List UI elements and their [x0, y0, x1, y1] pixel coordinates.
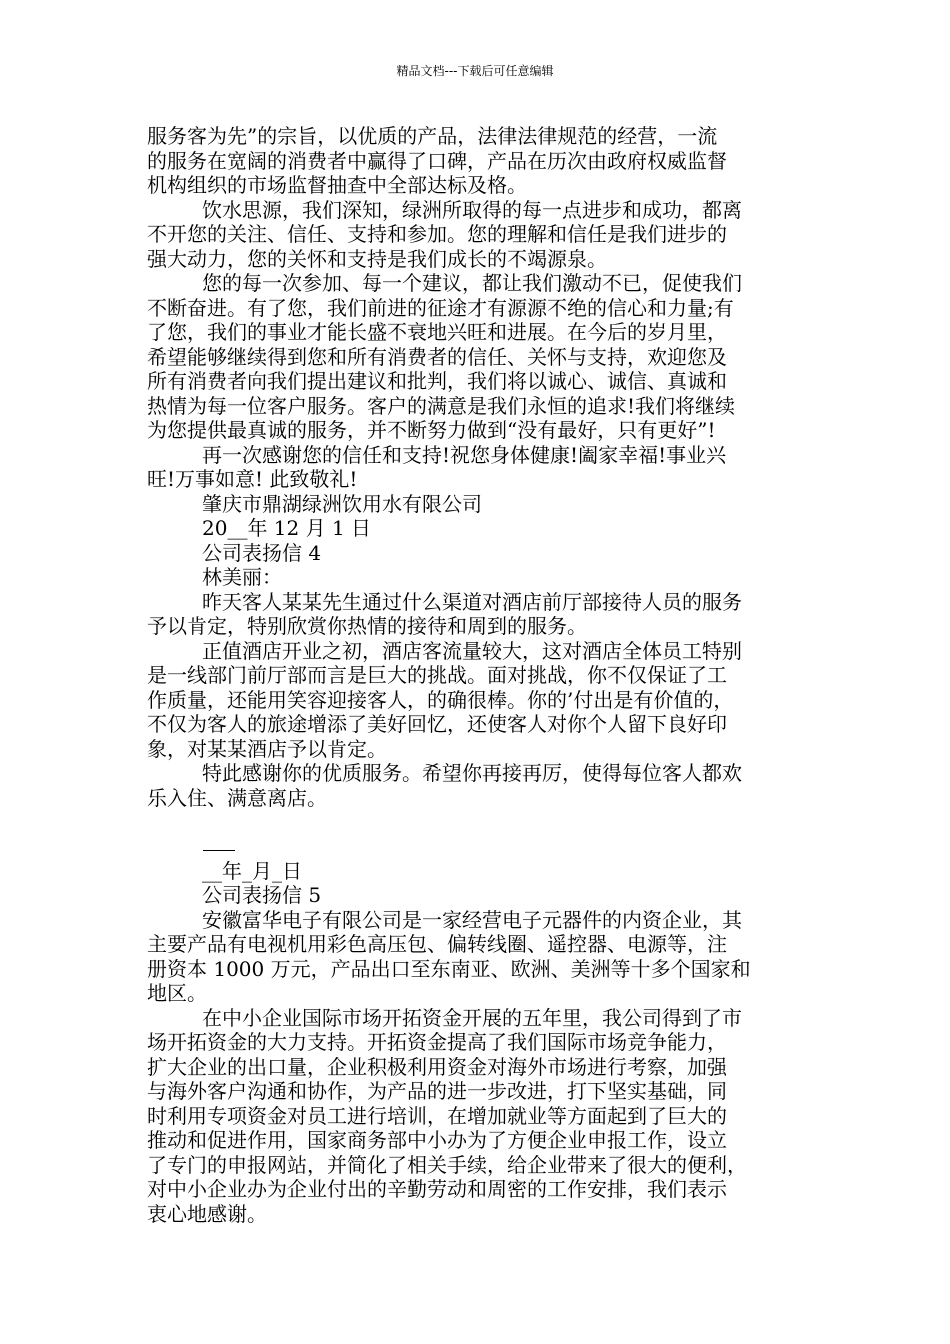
text-line: 机构组织的市场监督抽查中全部达标及格。: [147, 173, 527, 197]
text-line: 您的每一次参加、每一个建议，都让我们激动不已，促使我们: [202, 271, 742, 295]
text-line: 象，对某某酒店予以肯定。: [147, 736, 387, 761]
text-line: 特此感谢你的优质服务。希望你再接再厉，使得每位客人都欢: [202, 761, 742, 785]
paragraph-4: [147, 443, 819, 492]
text-line: 与海外客户沟通和协作，为产品的进一步改进，打下坚实基础，同: [147, 1079, 727, 1103]
text-line: 了您，我们的事业才能长盛不衰地兴旺和进展。在今后的岁月里，: [147, 320, 727, 344]
text-line: 扩大企业的出口量，企业积极利用资金对海外市场进行考察，加强: [147, 1054, 727, 1079]
text-line: 了专门的申报网站，并简化了相关手续，给企业带来了很大的便利，: [147, 1152, 747, 1177]
section-title-4: [147, 541, 819, 566]
paragraph-6: [147, 639, 819, 762]
text-line: 昨天客人某某先生通过什么渠道对酒店前厅部接待人员的服务: [202, 589, 742, 614]
signature-blank: [203, 835, 235, 851]
text-line: 旺!万事如意! 此致敬礼!: [147, 467, 358, 491]
text-line: __年_月_日: [202, 858, 302, 883]
text-line: 对中小企业办为企业付出的辛勤劳动和周密的工作安排，我们表示: [147, 1177, 727, 1201]
text-line: 为您提供最真诚的服务，并不断努力做到“没有最好，只有更好”!: [147, 418, 716, 442]
text-line: 所有消费者向我们提出建议和批判，我们将以诚心、诚信、真诚和: [147, 369, 727, 393]
text-line: 册资本 1000 万元，产品出口至东南亚、欧洲、美洲等十多个国家和: [147, 956, 751, 981]
text-line: 推动和促进作用，国家商务部中小办为了方便企业申报工作，设立: [147, 1128, 727, 1152]
text-line: 场开拓资金的大力支持。开拓资金提高了我们国际市场竞争能力，: [147, 1030, 727, 1054]
text-line: 地区。: [147, 981, 207, 1005]
paragraph-3: [147, 271, 819, 443]
paragraph-2: [147, 198, 819, 272]
text-line: 正值酒店开业之初，酒店客流量较大，这对酒店全体员工特别: [202, 638, 742, 663]
paragraph-1: [147, 124, 819, 198]
text-line: 安徽富华电子有限公司是一家经营电子元器件的内资企业，其: [202, 907, 742, 932]
salutation: [147, 565, 819, 590]
text-line: 公司表扬信 5: [202, 883, 322, 907]
text-line: 肇庆市鼎湖绿洲饮用水有限公司: [202, 491, 482, 516]
text-line: 不仅为客人的旅途增添了美好回忆，还使客人对你个人留下良好印: [147, 712, 727, 736]
text-line: 不断奋进。有了您，我们前进的征途才有源源不绝的信心和力量;有: [147, 295, 734, 320]
text-line: 乐入住、满意离店。: [147, 785, 327, 810]
text-line: 林美丽：: [202, 565, 282, 589]
paragraph-7: [147, 761, 819, 810]
text-line: 在中小企业国际市场开拓资金开展的五年里，我公司得到了市: [202, 1005, 742, 1030]
text-line: 不开您的关注、信任、支持和参加。您的理解和信任是我们进步的: [147, 222, 727, 246]
blank-line: [147, 810, 819, 835]
text-line: 服务客为先”的宗旨，以优质的产品，法律法律规范的经营，一流: [147, 124, 718, 148]
company-signature: [147, 492, 819, 517]
paragraph-8: [147, 908, 819, 1006]
text-line: 公司表扬信 4: [202, 540, 322, 565]
text-line: 的服务在宽阔的消费者中赢得了口碑，产品在历次由政府权威监督: [147, 148, 727, 173]
text-line: 希望能够继续得到您和所有消费者的信任、关怀与支持，欢迎您及: [147, 344, 727, 369]
text-line: 强大动力，您的关怀和支持是我们成长的不竭源泉。: [147, 246, 607, 271]
text-line: 20__年 12 月 1 日: [202, 516, 372, 540]
text-line: 予以肯定，特别欣赏你热情的接待和周到的服务。: [147, 614, 587, 638]
letter-date: [147, 516, 819, 541]
section-title-5: [147, 883, 819, 908]
text-line: 作质量，还能用笑容迎接客人，的确很棒。你的’付出是有价值的，: [147, 687, 734, 712]
text-line: 再一次感谢您的信任和支持!祝您身体健康!阖家幸福!事业兴: [202, 442, 727, 467]
blank-date: [147, 859, 819, 884]
paragraph-9: [147, 1006, 819, 1227]
text-line: 热情为每一位客户服务。客户的满意是我们永恒的追求!我们将继续: [147, 393, 736, 418]
text-line: 时利用专项资金对员工进行培训，在增加就业等方面起到了巨大的: [147, 1103, 727, 1128]
text-line: 饮水思源，我们深知，绿洲所取得的每一点进步和成功，都离: [202, 197, 742, 222]
document-body: [147, 124, 819, 1226]
paragraph-5: [147, 590, 819, 639]
text-line: 主要产品有电视机用彩色高压包、偏转线圈、遥控器、电源等，注: [147, 932, 727, 956]
text-line: 衷心地感谢。: [147, 1201, 267, 1226]
text-line: 是一线部门前厅部而言是巨大的挑战。面对挑战，你不仅保证了工: [147, 663, 727, 687]
page-header: 精品文档---下载后可任意编辑: [396, 64, 554, 78]
